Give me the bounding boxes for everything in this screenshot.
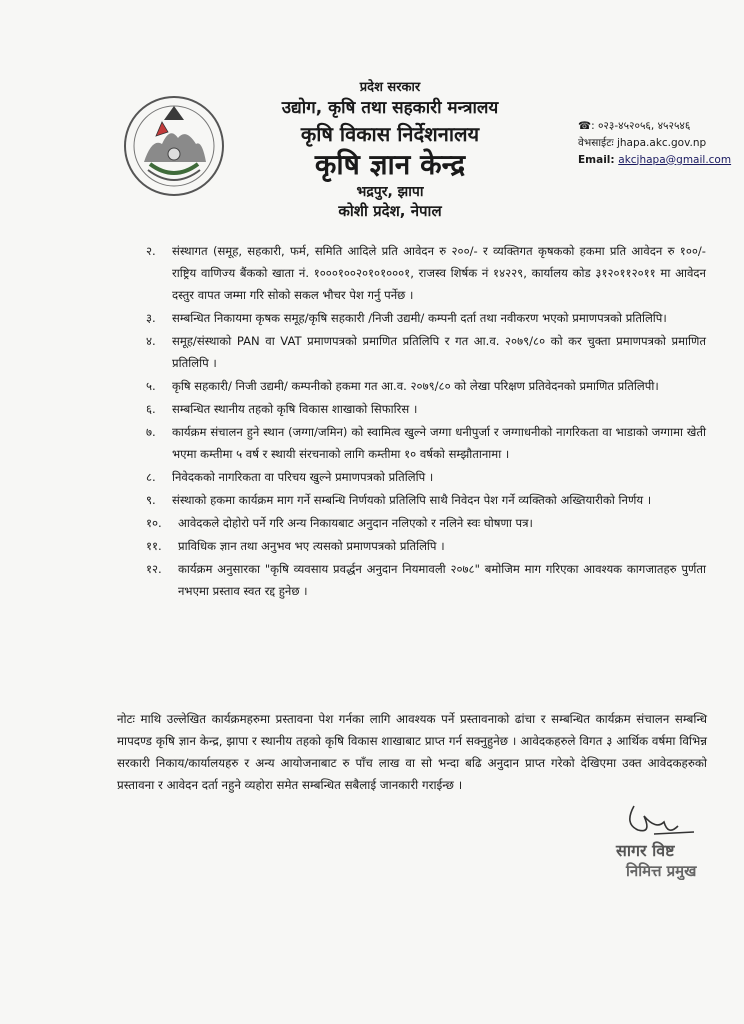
- list-item: [146, 489, 706, 511]
- website-link[interactable]: jhapa.akc.gov.np: [616, 136, 707, 149]
- item-text: सम्बन्धित निकायमा कृषक समूह/कृषि सहकारी /निजी उद्यमी/ कम्पनी दर्ता तथा नवीकरण भएको प्रमाणपत्रको प्रतिलिपि।: [172, 311, 667, 325]
- letterhead: [250, 80, 530, 221]
- item-text: सम्बन्धित स्थानीय तहको कृषि विकास शाखाको सिफारिस ।: [172, 402, 418, 416]
- email-line: [578, 152, 738, 169]
- item-text: समूह/संस्थाको PAN वा VAT प्रमाणपत्रको प्रमाणित प्रतिलिपि र गत आ.व. २०७९/८० को कर चुक्ता प्रमाणपत्रको प्रमाणित प्रतिलिपि ।: [172, 334, 706, 370]
- ministry-name: उद्योग, कृषि तथा सहकारी मन्त्रालय: [281, 98, 499, 119]
- list-item: [146, 466, 706, 488]
- nepal-emblem-icon: [122, 92, 226, 200]
- list-item: [146, 558, 706, 602]
- office-province: कोशी प्रदेश, नेपाल: [338, 202, 442, 220]
- contact-block: [578, 118, 738, 168]
- directorate-name: कृषि विकास निर्देशनालय: [300, 121, 480, 146]
- email-label: Email:: [578, 153, 619, 166]
- item-text: संस्थागत (समूह, सहकारी, फर्म, समिति आदिले प्रति आवेदन रु २००/- र व्यक्तिगत कृषकको हकमा प्रति आवेदन रु १००/- राष्ट्रिय वाणिज्य बैंकको खाता नं. १०००१००२०१०१०००१, राजस्व शिर्षक नं १४२२९, कार्यालय कोड ३१२०११२०११ मा आवेदन दस्तुर वापत जम्मा गरि सोको सकल भौचर पेश गर्नु पर्नेछ ।: [172, 244, 706, 302]
- item-number: ११.: [146, 539, 162, 553]
- list-item: [146, 398, 706, 420]
- item-number: ४.: [146, 334, 156, 348]
- phone-icon: ☎:: [578, 120, 598, 132]
- item-text: आवेदकले दोहोरो पर्ने गरि अन्य निकायबाट अनुदान नलिएको र नलिने स्वः घोषणा पत्र।: [178, 516, 533, 530]
- website-line: [578, 135, 738, 152]
- centre-name: कृषि ज्ञान केन्द्र: [314, 147, 466, 181]
- list-item: [146, 330, 706, 374]
- list-item: [146, 307, 706, 329]
- requirements-list: [146, 240, 706, 603]
- item-number: १२.: [146, 562, 162, 576]
- item-text: कृषि सहकारी/ निजी उद्यमी/ कम्पनीको हकमा गत आ.व. २०७९/८० को लेखा परिक्षण प्रतिवेदनको प्रमाणित प्रतिलिपी।: [172, 379, 659, 393]
- item-text: संस्थाको हकमा कार्यक्रम माग गर्ने सम्बन्धि निर्णयको प्रतिलिपि साथै निवेदन पेश गर्ने व्यक्तिको अख्तियारीको निर्णय ।: [172, 493, 652, 507]
- list-item: [146, 240, 706, 306]
- list-item: [146, 421, 706, 465]
- item-text: निवेदकको नागरिकता वा परिचय खुल्ने प्रमाणपत्रको प्रतिलिपि ।: [172, 470, 434, 484]
- item-number: ६.: [146, 402, 156, 416]
- note-paragraph: नोटः माथि उल्लेखित कार्यक्रमहरुमा प्रस्तावना पेश गर्नका लागि आवश्यक पर्ने प्रस्तावनाको ढांचा र सम्बन्धित कार्यक्रम संचालन सम्बन्धि मापदण्ड कृषि ज्ञान केन्द्र, झापा र स्थानीय तहको कृषि विकास शाखाबाट प्राप्त गर्न सक्नुहुनेछ । आवेदकहरुले विगत ३ आर्थिक वर्षमा विभिन्न सरकारी निकाय/कार्यालयहरु र अन्य आयोजनाबाट रु पाँच लाख वा सो भन्दा बढि अनुदान प्राप्त गरेको देखिएमा उक्त आवेदकहरुको प्रस्तावना र आवेदन दर्ता नहुने व्यहोरा समेत सम्बन्धित सबैलाई जानकारी गराईन्छ ।: [117, 712, 707, 792]
- item-number: २.: [146, 244, 156, 258]
- email-link[interactable]: akcjhapa@gmail.com: [618, 153, 732, 166]
- item-number: ५.: [146, 379, 156, 393]
- item-number: ७.: [146, 425, 156, 439]
- list-item: [146, 375, 706, 397]
- office-city: भद्रपुर, झापा: [356, 183, 424, 200]
- signature-image: [594, 800, 734, 880]
- item-text: प्राविधिक ज्ञान तथा अनुभव भए त्यसको प्रमाणपत्रको प्रतिलिपि ।: [178, 539, 445, 553]
- item-number: ३.: [146, 311, 156, 325]
- phone-number: ०२३-४५२०५६, ४५२५४६: [597, 120, 691, 132]
- website-label: वेभसाईटः: [578, 136, 617, 149]
- phone-line: [578, 118, 738, 135]
- signatory-name: सागर विष्ट: [616, 841, 675, 860]
- item-number: ८.: [146, 470, 156, 484]
- item-number: १०.: [146, 516, 162, 530]
- list-item: [146, 535, 706, 557]
- signatory-title: निमित्त प्रमुख: [626, 862, 697, 880]
- item-text: कार्यक्रम अनुसारका "कृषि व्यवसाय प्रवर्द्धन अनुदान नियमावली २०७८" बमोजिम माग गरिएका आवश्यक कागजातहरु पुर्णता नभएमा प्रस्ताव स्वत रद्द हुनेछ ।: [178, 562, 706, 598]
- list-item: [146, 512, 706, 534]
- item-number: ९.: [146, 493, 156, 507]
- item-text: कार्यक्रम संचालन हुने स्थान (जग्गा/जमिन) को स्वामित्व खुल्ने जग्गा धनीपुर्जा र जग्गाधनीको नागरिकता वा भाडाको जग्गामा खेती भएमा कम्तीमा ५ वर्ष र स्थायी संरचनाको लागि कम्तीमा १० वर्षको सम्झौतानामा ।: [172, 425, 706, 461]
- govt-label: प्रदेश सरकार: [359, 80, 421, 95]
